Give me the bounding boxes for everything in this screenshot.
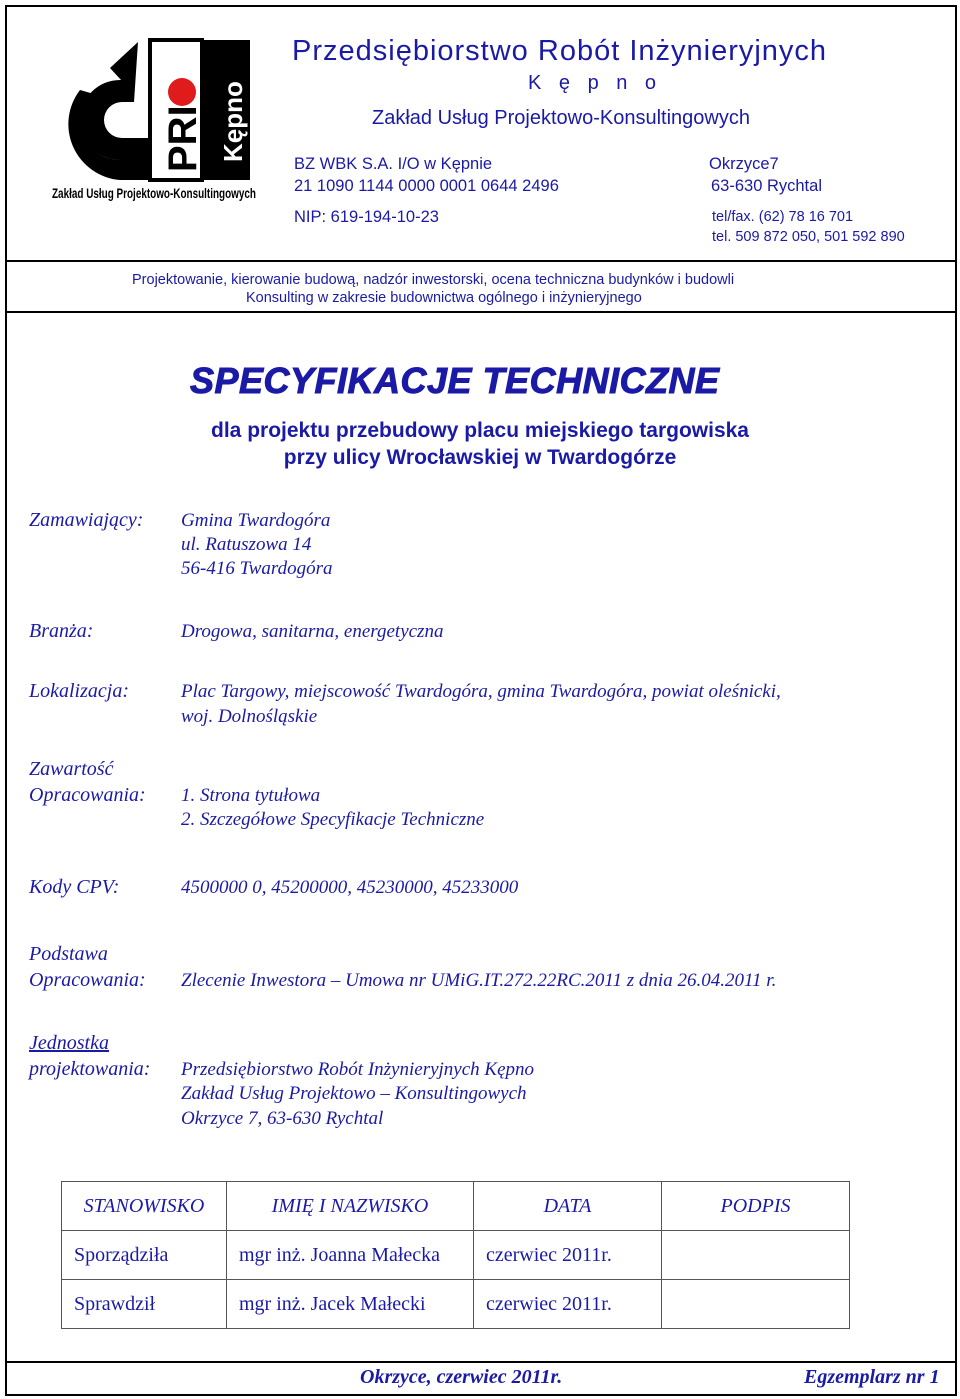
document-subtitle-line-2: przy ulicy Wrocławskiej w Twardogórze xyxy=(283,446,677,469)
client-line-1: Gmina Twardogóra xyxy=(181,510,331,531)
bank-name: BZ WBK S.A. I/O w Kępnie xyxy=(294,155,493,173)
table-row xyxy=(62,1231,850,1280)
address-street: Okrzyce7 xyxy=(709,155,779,173)
company-city: K ę p n o xyxy=(528,72,663,94)
scope-line-1: Projektowanie, kierowanie budową, nadzór inwestorski, ocena techniczna budynków i budowli xyxy=(132,272,735,288)
fax-number: tel/fax. (62) 78 16 701 xyxy=(712,209,854,225)
company-name: Przedsiębiorstwo Robót Inżynieryjnych xyxy=(292,35,828,67)
location-line-1: Plac Targowy, miejscowość Twardogóra, gmina Twardogóra, powiat oleśnicki, xyxy=(181,681,781,702)
footer-divider xyxy=(5,1361,955,1363)
table-header-date: DATA xyxy=(474,1182,662,1231)
table-cell-date: czerwiec 2011r. xyxy=(474,1231,662,1280)
table-cell-signature xyxy=(662,1231,850,1280)
contents-line-2: 2. Szczegółowe Specyfikacje Techniczne xyxy=(181,809,485,830)
table-cell-position: Sporządziła xyxy=(62,1231,227,1280)
signature-table xyxy=(61,1181,850,1329)
phone-numbers: tel. 509 872 050, 501 592 890 xyxy=(712,229,905,245)
logo-letters: PRI xyxy=(161,105,205,172)
location-label: Lokalizacja: xyxy=(29,680,129,702)
unit-line-1: Przedsiębiorstwo Robót Inżynieryjnych Kępno xyxy=(181,1059,535,1080)
table-cell-position: Sprawdził xyxy=(62,1280,227,1329)
location-line-2: woj. Dolnośląskie xyxy=(181,706,318,727)
header-divider xyxy=(5,260,957,262)
client-line-2: ul. Ratuszowa 14 xyxy=(181,534,312,555)
table-cell-name: mgr inż. Joanna Małecka xyxy=(227,1231,474,1280)
department-name: Zakład Usług Projektowo-Konsultingowych xyxy=(372,107,750,129)
table-row xyxy=(62,1280,850,1329)
branch-value: Drogowa, sanitarna, energetyczna xyxy=(181,621,444,642)
address-postal: 63-630 Rychtal xyxy=(711,177,822,195)
bank-account: 21 1090 1144 0000 0001 0644 2496 xyxy=(294,177,559,195)
unit-label-1: Jednostka xyxy=(29,1032,109,1054)
unit-label-2: projektowania: xyxy=(29,1058,151,1080)
logo-caption: Zakład Usług Projektowo-Konsultingowych xyxy=(52,185,256,201)
table-header-signature: PODPIS xyxy=(662,1182,850,1231)
cpv-label: Kody CPV: xyxy=(29,876,120,898)
document-title: SPECYFIKACJE TECHNICZNE xyxy=(190,360,720,401)
table-cell-signature xyxy=(662,1280,850,1329)
table-header-row xyxy=(62,1182,850,1231)
document-subtitle-line-1: dla projektu przebudowy placu miejskiego targowiska xyxy=(211,419,749,442)
unit-line-2: Zakład Usług Projektowo – Konsultingowych xyxy=(181,1083,527,1104)
basis-label-2: Opracowania: xyxy=(29,969,146,991)
basis-value: Zlecenie Inwestora – Umowa nr UMiG.IT.272.22RC.2011 z dnia 26.04.2011 r. xyxy=(181,970,777,991)
logo-red-dot-icon xyxy=(168,78,196,106)
footer-copy-number: Egzemplarz nr 1 xyxy=(804,1366,940,1388)
contents-label-1: Zawartość xyxy=(29,758,114,780)
unit-line-3: Okrzyce 7, 63-630 Rychtal xyxy=(181,1108,384,1129)
cpv-value: 4500000 0, 45200000, 45230000, 45233000 xyxy=(181,877,519,898)
logo-city: Kępno xyxy=(218,81,248,162)
table-header-position: STANOWISKO xyxy=(62,1182,227,1231)
basis-label-1: Podstawa xyxy=(29,943,108,965)
scope-divider xyxy=(5,311,957,313)
logo-arrow-icon xyxy=(80,42,150,160)
contents-label-2: Opracowania: xyxy=(29,784,146,806)
client-line-3: 56-416 Twardogóra xyxy=(181,558,333,579)
footer-place-date: Okrzyce, czerwiec 2011r. xyxy=(360,1366,563,1388)
scope-line-2: Konsulting w zakresie budownictwa ogólnego i inżynieryjnego xyxy=(246,290,642,306)
contents-line-1: 1. Strona tytułowa xyxy=(181,785,321,806)
branch-label: Branża: xyxy=(29,620,94,642)
table-header-name: IMIĘ I NAZWISKO xyxy=(227,1182,474,1231)
pri-logo xyxy=(50,30,260,210)
table-cell-date: czerwiec 2011r. xyxy=(474,1280,662,1329)
nip-number: NIP: 619-194-10-23 xyxy=(294,208,439,226)
client-label: Zamawiający: xyxy=(29,509,144,531)
table-cell-name: mgr inż. Jacek Małecki xyxy=(227,1280,474,1329)
